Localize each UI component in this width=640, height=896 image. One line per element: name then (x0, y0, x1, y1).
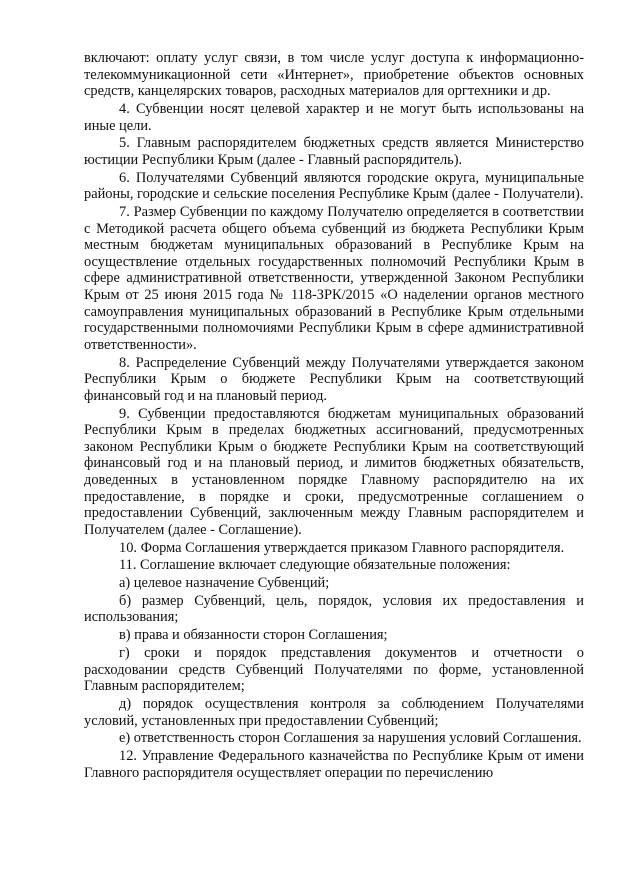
paragraph-continuation: включают: оплату услуг связи, в том числе услуг доступа к информационно-телекоммуникационной сети «Интернет», приобретение объектов основных средств, канцелярских товаров, расходных материалов для оргтехники и др. (84, 50, 584, 100)
paragraph-10: 10. Форма Соглашения утверждается приказом Главного распорядителя. (119, 539, 565, 556)
paragraph-9: 9. Субвенции предоставляются бюджетам муниципальных образований Республики Крым в пределах бюджетных ассигнований, предусмотренных законом Республики Крым о бюджете Республики Крым на соответствующий финансовый год и на плановый период, и лимитов бюджетных обязательств, доведенных в установленном порядке Главному распорядителю на их предоставление, в порядке и сроки, предусмотренные соглашением о предоставлении Субвенций, заключенным между Главным распорядителем и Получателем (далее - Соглашение). (84, 405, 584, 538)
paragraph-11: 11. Соглашение включает следующие обязательные положения: (119, 557, 511, 574)
paragraph-7: 7. Размер Субвенции по каждому Получателю определяется в соответствии с Методикой расчета общего объема субвенций из бюджета Республики Крым местным бюджетам муниципальных образований в Республике Крым на осуществление отдельных государственных полномочий Республики Крым в сфере административной ответственности, утвержденной Законом Республики Крым от 25 июня 2015 года № 118-ЗРК/2015 «О наделении органов местного самоуправления муниципальных образований в Республике Крым отдельными государственными полномочиями Республики Крым в сфере административной ответственности». (84, 204, 584, 353)
paragraph-8: 8. Распределение Субвенций между Получателями утверждается законом Республики Крым о бюджете Республики Крым на соответствующий финансовый год и на плановый период. (84, 354, 584, 404)
paragraph-4: 4. Субвенции носят целевой характер и не могут быть использованы на иные цели. (84, 100, 584, 134)
paragraph-12: 12. Управление Федерального казначейства по Республике Крым от имени Главного распорядителя осуществляет операции по перечислению (84, 748, 584, 781)
document-body (84, 50, 584, 781)
list-item-a: а) целевое назначение Субвенций; (119, 575, 330, 592)
list-item-e: е) ответственность сторон Соглашения за нарушения условий Соглашения. (119, 730, 582, 747)
paragraph-6: 6. Получателями Субвенций являются городские округа, муниципальные районы, городские и сельские поселения Республике Крым (далее - Получатели). (84, 169, 584, 203)
list-item-v: в) права и обязанности сторон Соглашения; (119, 627, 388, 644)
list-item-d: д) порядок осуществления контроля за соблюдением Получателями условий, установленных при предоставлении Субвенций; (84, 696, 584, 729)
list-item-g: г) сроки и порядок представления документов и отчетности о расходовании средств Субвенций Получателями по форме, установленной Главным распорядителем; (84, 645, 584, 695)
paragraph-5: 5. Главным распорядителем бюджетных средств является Министерство юстиции Республики Крым (далее - Главный распорядитель). (84, 135, 584, 168)
list-item-b: б) размер Субвенций, цель, порядок, условия их предоставления и использования; (84, 592, 584, 626)
